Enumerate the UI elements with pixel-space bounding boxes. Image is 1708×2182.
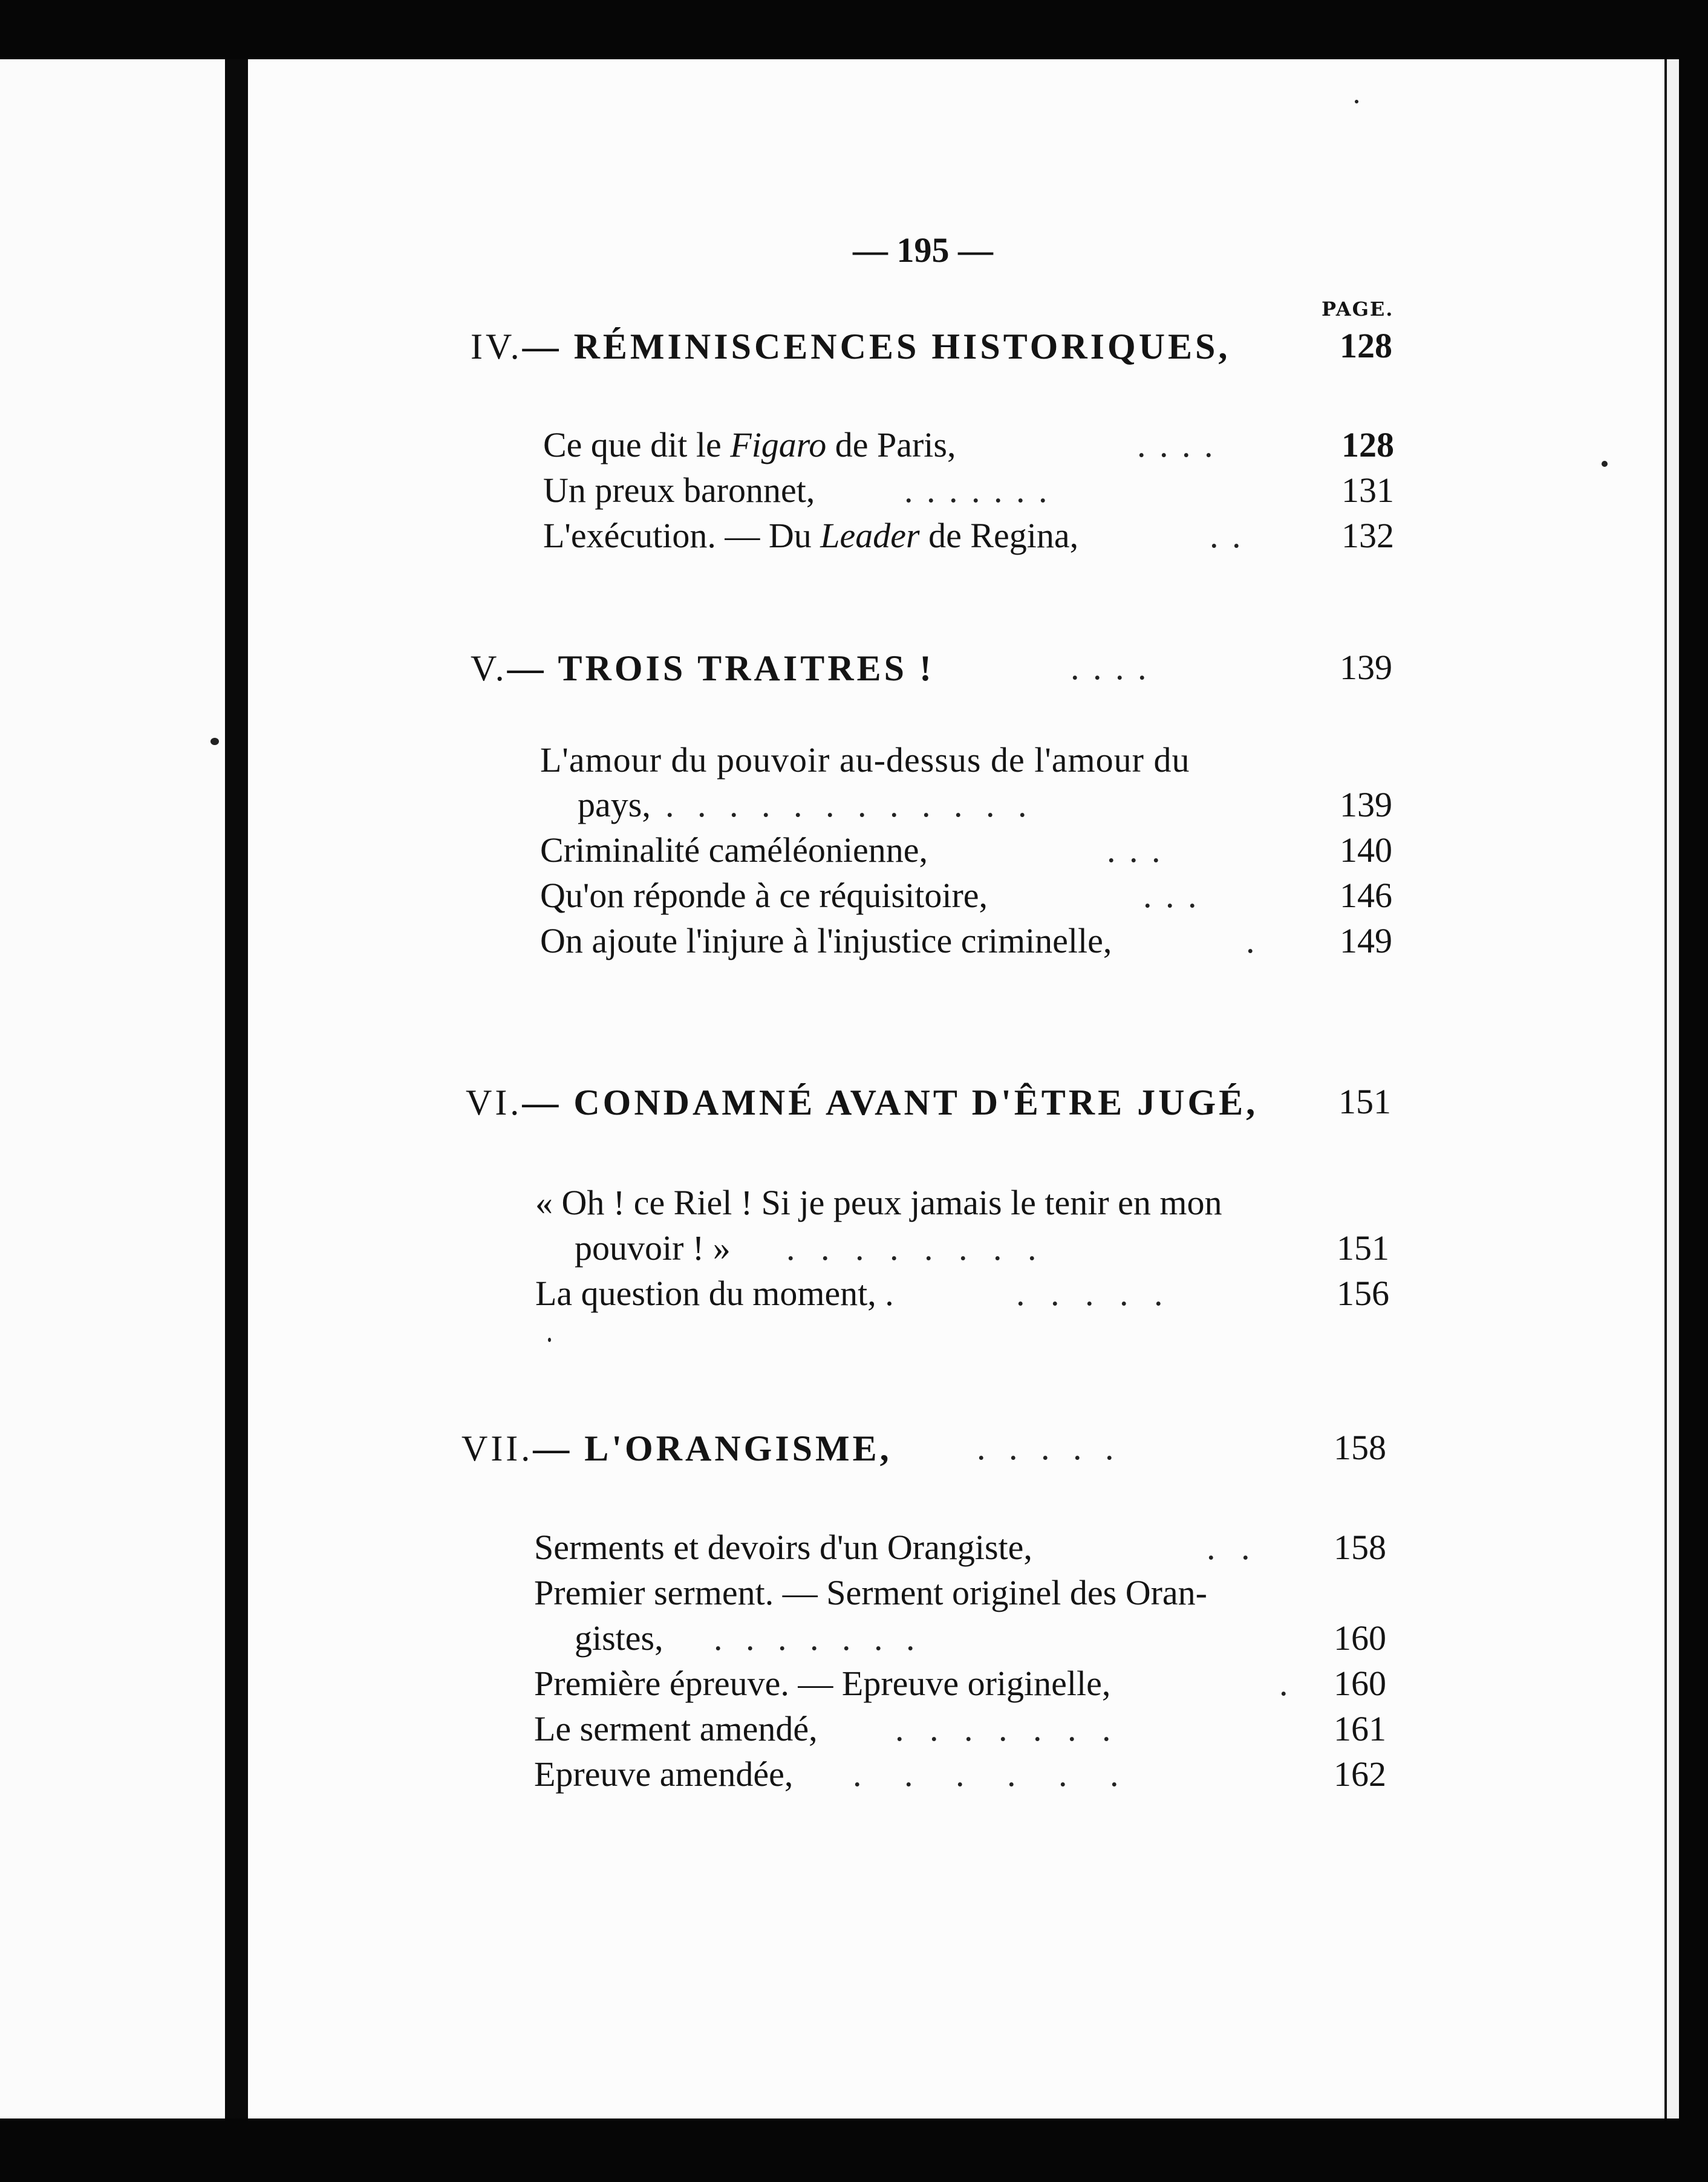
entry-text: L'exécution. — Du bbox=[543, 516, 821, 555]
toc-entry: Epreuve amendée, bbox=[534, 1754, 794, 1794]
toc-entry: Serments et devoirs d'un Orangiste, bbox=[534, 1528, 1032, 1567]
scan-speck bbox=[1355, 100, 1358, 103]
section-title: — RÉMINISCENCES HISTORIQUES, bbox=[522, 327, 1231, 366]
entry-page: 140 bbox=[1340, 830, 1392, 870]
entry-page: 160 bbox=[1334, 1664, 1386, 1703]
entry-italic: Leader bbox=[820, 516, 920, 555]
leader-dots: . . . . . . . bbox=[904, 471, 1050, 510]
binding-gutter bbox=[225, 59, 248, 2118]
leader-dots: . . . bbox=[1107, 830, 1163, 870]
entry-page: 161 bbox=[1334, 1709, 1386, 1748]
entry-page: 149 bbox=[1340, 921, 1392, 960]
toc-entry-continuation: pouvoir ! » bbox=[575, 1228, 731, 1268]
toc-entry-continuation: gistes, bbox=[575, 1618, 663, 1658]
leader-dots: . bbox=[1246, 921, 1257, 960]
section-numeral: VII. bbox=[461, 1428, 533, 1468]
toc-entry: Le serment amendé, bbox=[534, 1709, 818, 1748]
section-numeral: VI. bbox=[466, 1083, 523, 1122]
scan-speck bbox=[1602, 461, 1608, 467]
entry-text: Ce que dit le bbox=[543, 425, 731, 464]
entry-page: 151 bbox=[1337, 1228, 1389, 1268]
toc-entry: Premier serment. — Serment originel des Oran- bbox=[534, 1573, 1207, 1612]
section-heading bbox=[471, 328, 1230, 365]
leader-dots: . . . . . . . . bbox=[786, 1228, 1045, 1268]
section-heading bbox=[471, 650, 934, 686]
entry-italic: Figaro bbox=[730, 425, 827, 464]
toc-entry: Première épreuve. — Epreuve originelle, bbox=[534, 1664, 1111, 1703]
leader-dots: . . . . bbox=[1071, 648, 1149, 687]
leader-dots: . bbox=[1279, 1664, 1291, 1703]
section-page: 158 bbox=[1334, 1428, 1386, 1467]
toc-entry: Un preux baronnet, bbox=[543, 471, 815, 510]
facing-page-edge bbox=[0, 59, 225, 2118]
leader-dots: . . bbox=[1207, 1528, 1259, 1567]
page-column-header: PAGE. bbox=[1322, 298, 1394, 321]
toc-entry: On ajoute l'injure à l'injustice criminelle, bbox=[540, 921, 1112, 960]
toc-entry bbox=[543, 425, 956, 464]
toc-entry bbox=[543, 518, 1078, 553]
entry-page: 158 bbox=[1334, 1528, 1386, 1567]
entry-page: 156 bbox=[1337, 1274, 1389, 1313]
toc-entry: Criminalité caméléonienne, bbox=[540, 830, 928, 870]
section-heading bbox=[466, 1084, 1258, 1121]
leader-dots: . . . bbox=[1143, 876, 1199, 915]
section-page: 139 bbox=[1340, 648, 1392, 687]
toc-entry: L'amour du pouvoir au-dessus de l'amour du bbox=[540, 740, 1190, 780]
section-page: 151 bbox=[1338, 1082, 1391, 1121]
leader-dots: . . . . . . . bbox=[714, 1618, 922, 1658]
section-numeral: V. bbox=[471, 648, 507, 688]
entry-page: 131 bbox=[1341, 471, 1394, 510]
section-numeral: IV. bbox=[471, 327, 523, 366]
scan-speck bbox=[210, 738, 219, 745]
leader-dots: . . bbox=[1210, 516, 1244, 555]
scan-speck bbox=[548, 1338, 551, 1342]
entry-page: 132 bbox=[1341, 516, 1394, 555]
page-number: — 195 — bbox=[853, 230, 993, 270]
toc-entry: Qu'on réponde à ce réquisitoire, bbox=[540, 876, 988, 915]
entry-page: 160 bbox=[1334, 1618, 1386, 1658]
entry-page: 162 bbox=[1334, 1754, 1386, 1794]
leader-dots: . . . . . bbox=[1016, 1274, 1172, 1313]
entry-page: 128 bbox=[1341, 425, 1394, 464]
section-page: 128 bbox=[1340, 326, 1392, 365]
leader-dots: . . . . bbox=[1137, 425, 1216, 464]
toc-entry: « Oh ! ce Riel ! Si je peux jamais le tenir en mon bbox=[535, 1183, 1222, 1222]
section-title: — L'ORANGISME, bbox=[533, 1428, 892, 1468]
toc-entry: La question du moment, . bbox=[535, 1274, 894, 1313]
leader-dots: . . . . . . bbox=[853, 1754, 1136, 1794]
entry-text: de Paris, bbox=[826, 425, 956, 464]
entry-page: 146 bbox=[1340, 876, 1392, 915]
toc-entry-continuation: pays, bbox=[578, 785, 651, 824]
section-title: — TROIS TRAITRES ! bbox=[507, 648, 934, 688]
leader-dots: . . . . . bbox=[977, 1428, 1121, 1467]
entry-page: 139 bbox=[1340, 785, 1392, 824]
leader-dots: . . . . . . . . . . . . bbox=[665, 785, 1034, 824]
leader-dots: . . . . . . . bbox=[895, 1709, 1120, 1748]
entry-text: de Regina, bbox=[919, 516, 1079, 555]
section-heading bbox=[461, 1430, 892, 1467]
section-title: — CONDAMNÉ AVANT D'ÊTRE JUGÉ, bbox=[522, 1083, 1259, 1122]
page-right-edge bbox=[1664, 59, 1679, 2118]
